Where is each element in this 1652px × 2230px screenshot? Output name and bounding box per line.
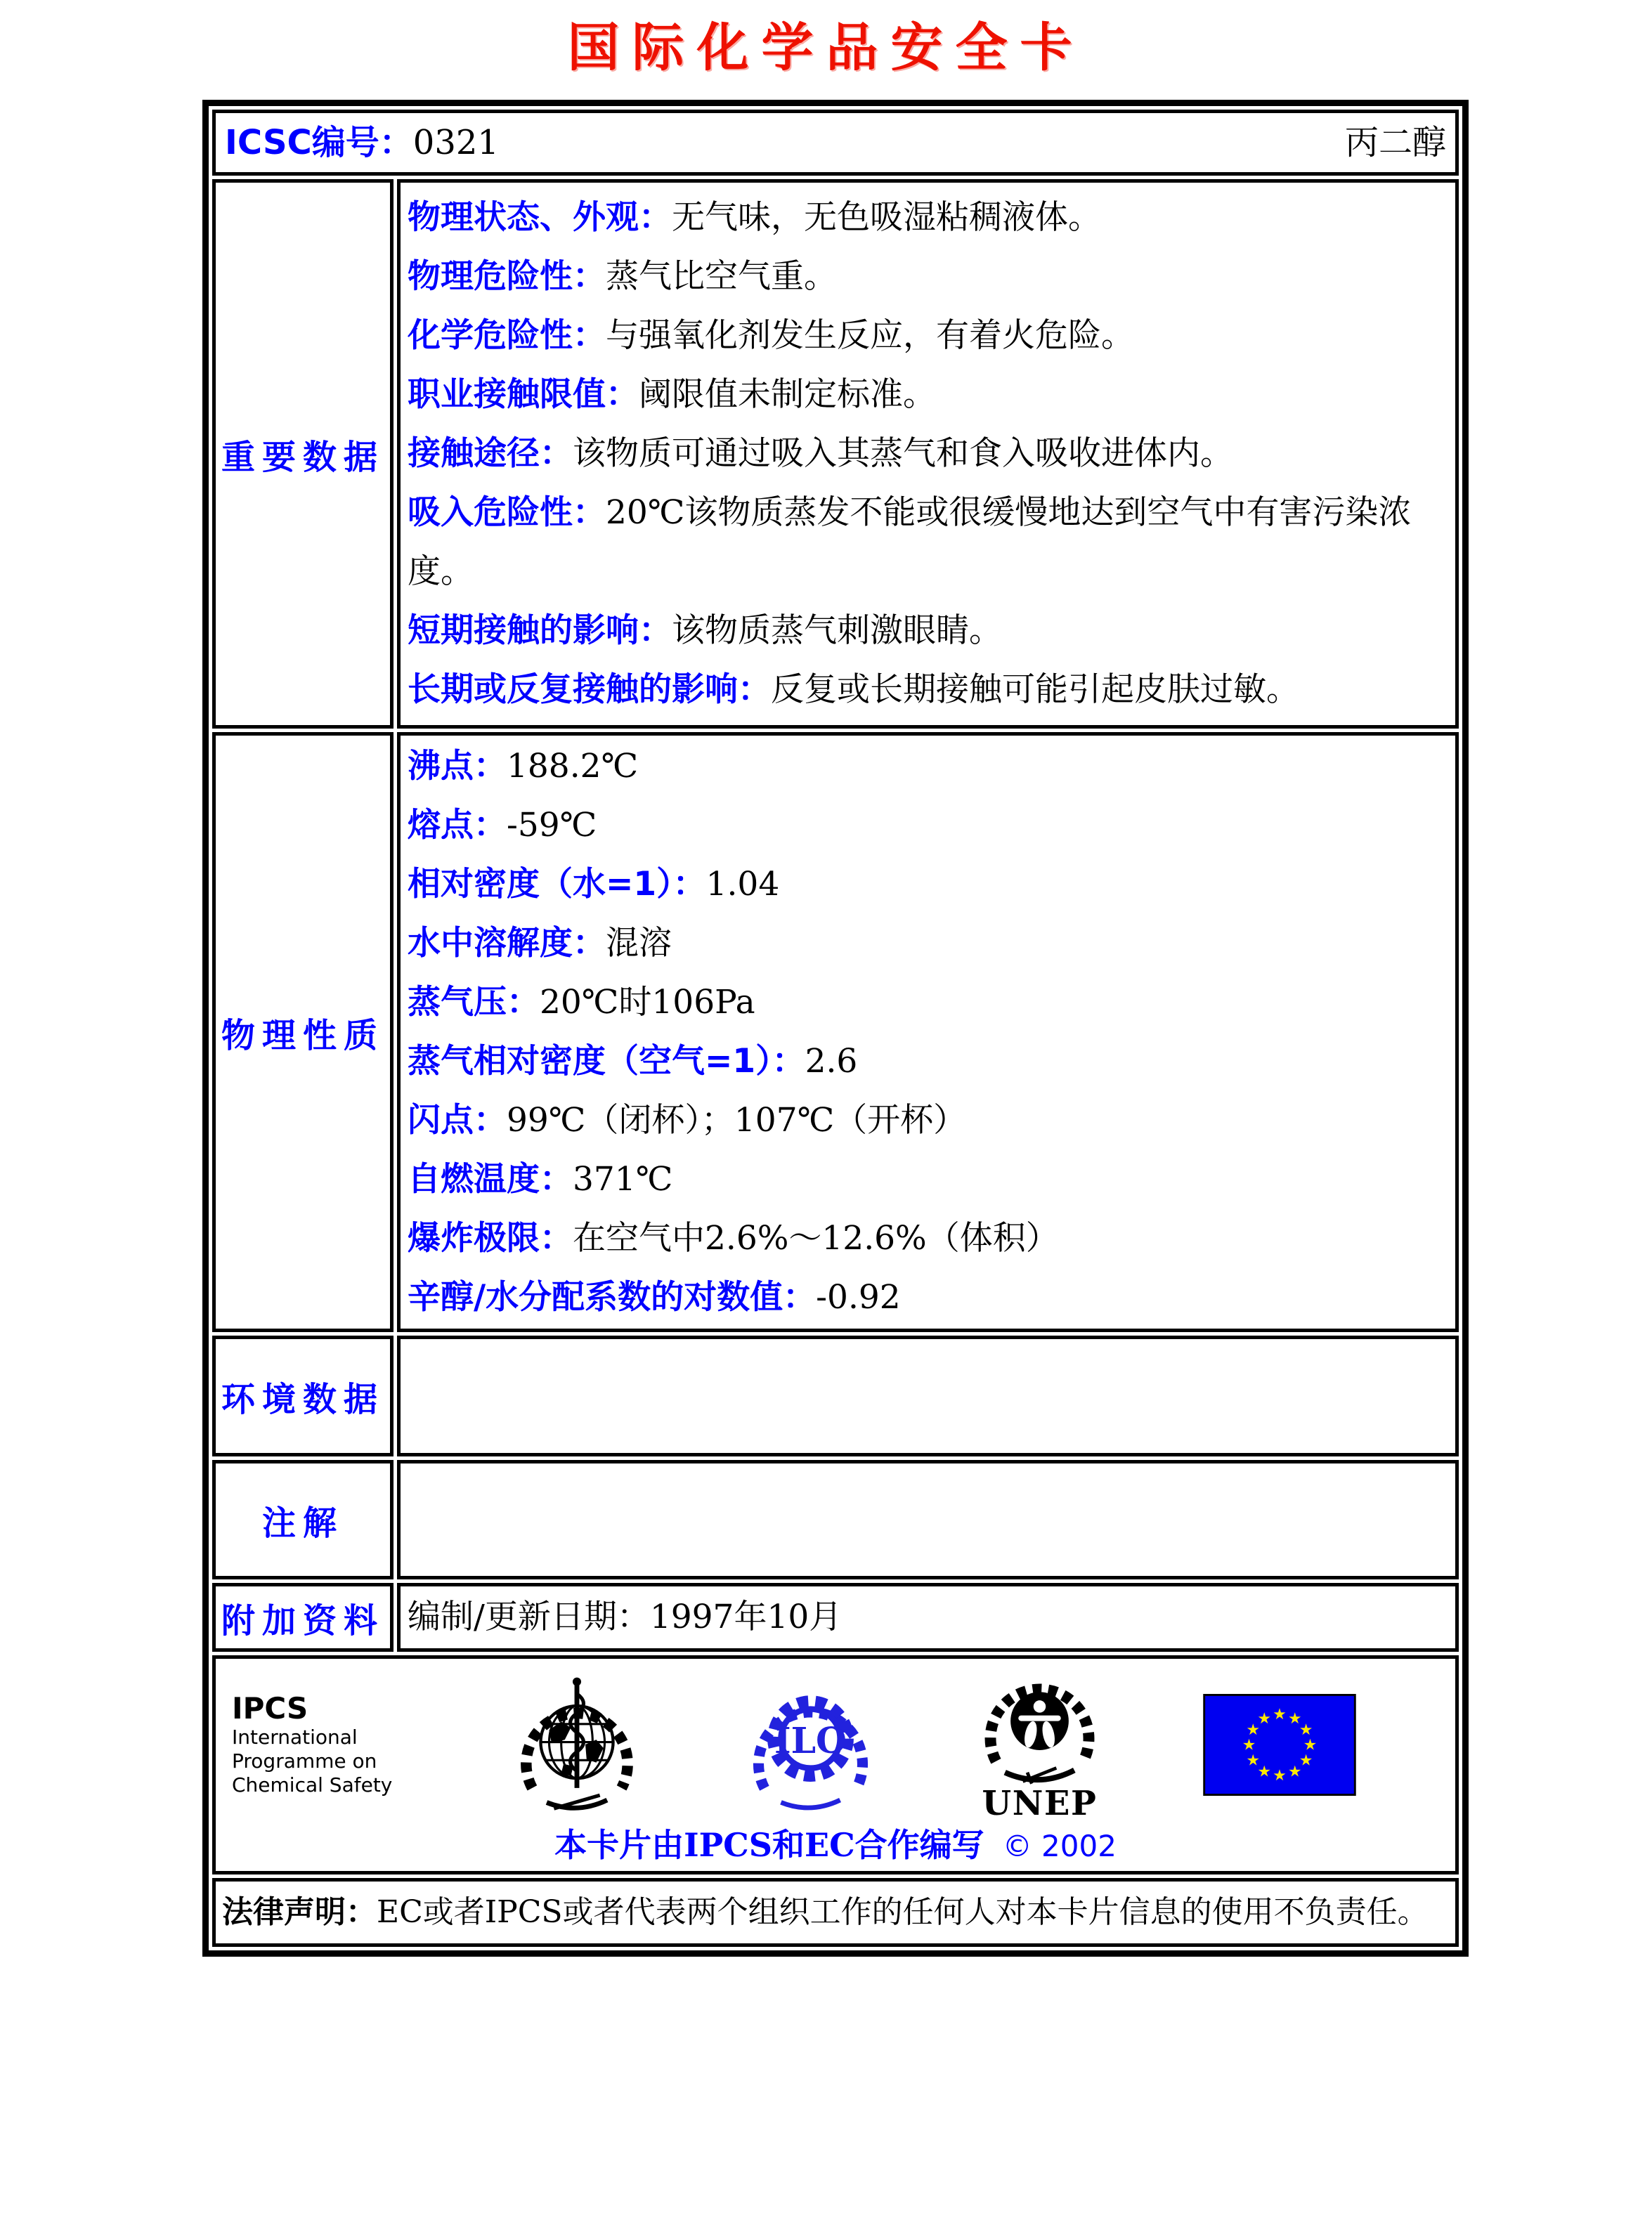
item-value: 蒸气比空气重。	[606, 257, 837, 296]
legal-label: 法律声明：	[222, 1894, 377, 1930]
ipcs-text-block	[232, 1692, 408, 1797]
caption-text: 本卡片由IPCS和EC合作编写	[554, 1826, 984, 1864]
item-key: 职业接触限值：	[408, 375, 639, 414]
item-value: 1.04	[705, 865, 780, 904]
important-data-item	[408, 247, 1448, 306]
item-key: 蒸气相对密度（空气=1）：	[408, 1042, 805, 1081]
notes-row	[212, 1460, 1459, 1579]
svg-text:★: ★	[1242, 1736, 1256, 1754]
item-key: 物理危险性：	[408, 257, 606, 296]
svg-text:★: ★	[1288, 1709, 1302, 1728]
cooperation-caption	[216, 1825, 1455, 1869]
section-content-notes	[397, 1460, 1459, 1579]
ilo-emblem-icon	[746, 1671, 876, 1818]
logos-row	[212, 1655, 1459, 1874]
item-key: 相对密度（水=1）：	[408, 865, 706, 904]
physical-property-item	[408, 796, 1448, 855]
icsc-number-label: ICSC编号：	[225, 123, 413, 162]
svg-text:★: ★	[1273, 1766, 1287, 1785]
header-row	[212, 110, 1459, 176]
item-key: 自燃温度：	[408, 1160, 573, 1199]
svg-text:★: ★	[1273, 1705, 1287, 1723]
who-emblem-icon	[510, 1667, 644, 1822]
item-value: 99℃（闭杯）；107℃（开杯）	[507, 1101, 967, 1140]
item-value: 与强氧化剂发生反应，有着火危险。	[606, 316, 1134, 355]
page-title: 国际化学品安全卡	[567, 18, 1085, 78]
section-content-important-data	[397, 179, 1459, 729]
icsc-number-group	[225, 122, 499, 164]
ipcs-line: Chemical Safety	[232, 1773, 393, 1797]
item-key: 熔点：	[408, 806, 507, 845]
item-key: 沸点：	[408, 747, 507, 785]
unep-emblem-icon	[978, 1664, 1101, 1825]
important-data-item	[408, 601, 1448, 660]
logos-cell	[212, 1655, 1459, 1874]
item-value: 2.6	[805, 1042, 858, 1081]
section-content-physical-properties	[397, 732, 1459, 1332]
svg-text:★: ★	[1257, 1762, 1271, 1780]
section-label-important-data: 重要数据	[212, 179, 394, 729]
svg-text:★: ★	[1257, 1709, 1271, 1728]
item-key: 化学危险性：	[408, 316, 606, 355]
item-value: 20℃时106Pa	[540, 983, 755, 1022]
item-key: 蒸气压：	[408, 983, 540, 1022]
item-value: -0.92	[816, 1278, 901, 1317]
chemical-name: 丙二醇	[1344, 123, 1446, 162]
svg-text:★: ★	[1246, 1752, 1261, 1769]
svg-text:★: ★	[1299, 1752, 1313, 1769]
additional-info-item	[408, 1588, 1448, 1647]
important-data-item	[408, 188, 1448, 247]
icsc-table	[209, 106, 1462, 1950]
important-data-item	[408, 424, 1448, 483]
section-label-physical-properties: 物理性质	[212, 732, 394, 1332]
item-value: -59℃	[507, 806, 597, 845]
item-value: 阈限值未制定标准。	[639, 375, 936, 414]
item-key: 辛醇/水分配系数的对数值：	[408, 1278, 817, 1317]
ipcs-line: Programme on	[232, 1749, 377, 1773]
item-value: 反复或长期接触可能引起皮肤过敏。	[771, 670, 1299, 709]
physical-property-item	[408, 914, 1448, 973]
physical-property-item	[408, 855, 1448, 914]
section-content-additional-info	[397, 1583, 1459, 1652]
item-key: 编制/更新日期：	[408, 1598, 650, 1636]
physical-property-item	[408, 1032, 1448, 1091]
item-key: 水中溶解度：	[408, 924, 606, 963]
physical-property-item	[408, 1209, 1448, 1268]
additional-info-row	[212, 1583, 1459, 1652]
copyright-text: © 2002	[1002, 1829, 1117, 1863]
eu-flag-icon	[1203, 1694, 1356, 1796]
physical-property-item	[408, 1268, 1448, 1327]
item-value: 1997年10月	[649, 1598, 843, 1636]
legal-row	[212, 1878, 1459, 1947]
important-data-item	[408, 306, 1448, 365]
unep-label: UNEP	[982, 1784, 1097, 1824]
item-value: 371℃	[573, 1160, 673, 1199]
ilo-letters: ILO	[774, 1719, 847, 1761]
physical-properties-row	[212, 732, 1459, 1332]
icsc-card	[202, 100, 1469, 1957]
header-cell	[212, 110, 1459, 176]
section-label-environmental-data: 环境数据	[212, 1336, 394, 1456]
item-key: 闪点：	[408, 1101, 507, 1140]
environmental-data-row	[212, 1336, 1459, 1456]
physical-property-item	[408, 1091, 1448, 1150]
ipcs-line: International	[232, 1726, 358, 1749]
important-data-item	[408, 365, 1448, 424]
item-value: 混溶	[606, 924, 672, 963]
svg-text:★: ★	[1303, 1736, 1318, 1754]
physical-property-item	[408, 1150, 1448, 1209]
physical-property-item	[408, 973, 1448, 1032]
svg-text:★: ★	[1288, 1762, 1302, 1780]
item-value: 该物质蒸气刺激眼睛。	[672, 611, 1002, 650]
section-content-environmental-data	[397, 1336, 1459, 1456]
svg-text:★: ★	[1299, 1721, 1313, 1739]
legal-cell	[212, 1878, 1459, 1947]
svg-text:★: ★	[1246, 1721, 1261, 1739]
icsc-number-value: 0321	[412, 123, 499, 162]
section-label-additional-info: 附加资料	[212, 1583, 394, 1652]
important-data-row	[212, 179, 1459, 729]
ipcs-acronym: IPCS	[232, 1691, 308, 1726]
item-key: 爆炸极限：	[408, 1219, 573, 1258]
item-key: 接触途径：	[408, 434, 573, 473]
item-key: 物理状态、外观：	[408, 198, 672, 237]
item-key: 长期或反复接触的影响：	[408, 670, 771, 709]
legal-text: EC或者IPCS或者代表两个组织工作的任何人对本卡片信息的使用不负责任。	[377, 1894, 1429, 1930]
item-value: 188.2℃	[507, 747, 639, 785]
physical-property-item	[408, 737, 1448, 796]
item-value: 在空气中2.6%～12.6%（体积）	[573, 1219, 1059, 1258]
item-value: 该物质可通过吸入其蒸气和食入吸收进体内。	[573, 434, 1233, 473]
item-value: 20℃该物质蒸发不能或很缓慢地达到空气中有害污染浓度。	[408, 493, 1412, 591]
item-key: 短期接触的影响：	[408, 611, 672, 650]
important-data-item	[408, 660, 1448, 719]
item-value: 无气味，无色吸湿粘稠液体。	[672, 198, 1101, 237]
important-data-item	[408, 483, 1448, 601]
item-key: 吸入危险性：	[408, 493, 606, 532]
section-label-notes: 注解	[212, 1460, 394, 1579]
